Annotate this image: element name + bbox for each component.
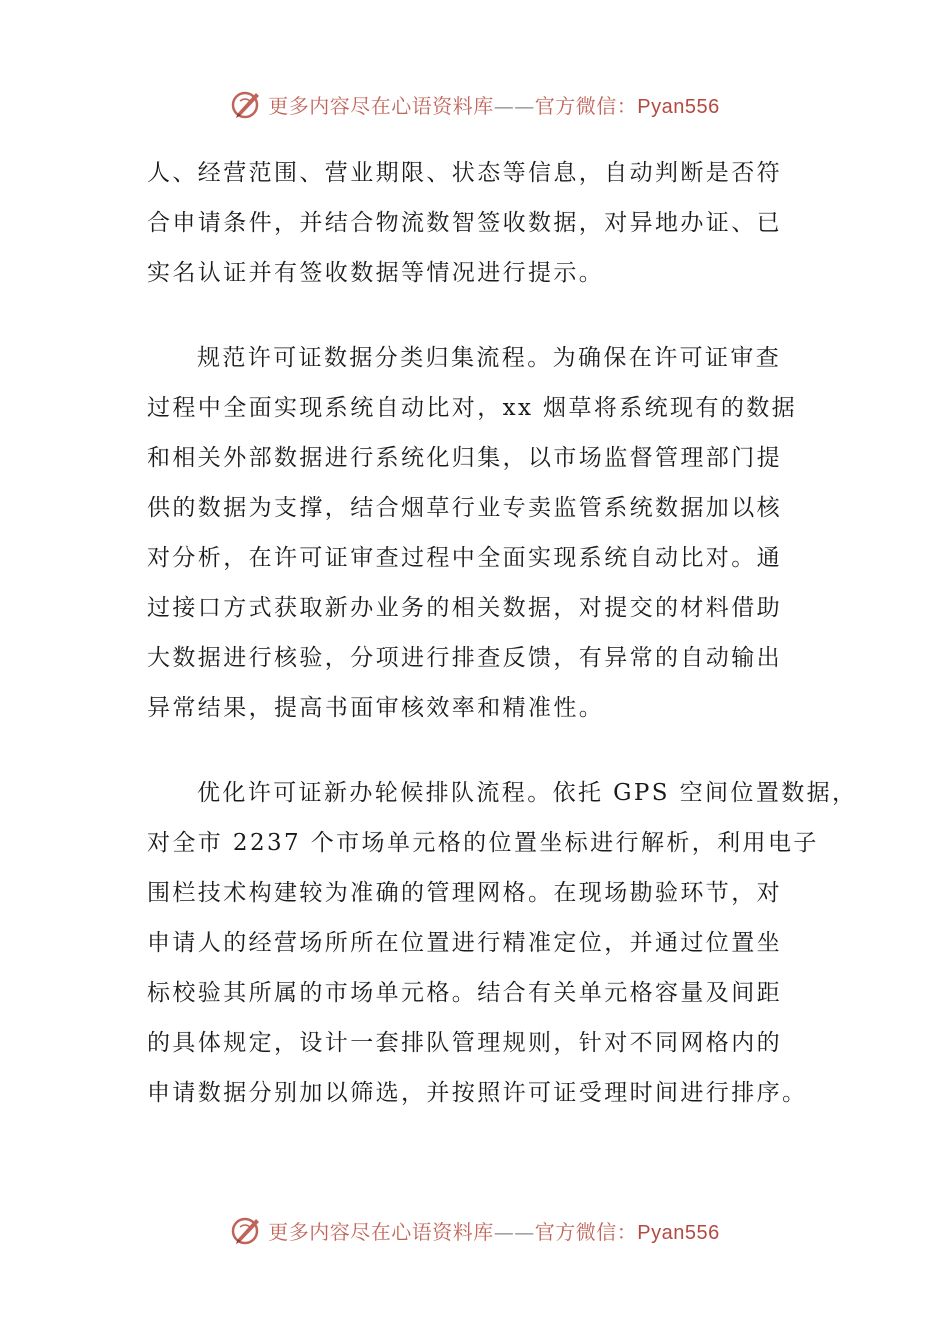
paragraph-gap [147, 298, 837, 333]
text-line: 过程中全面实现系统自动比对，xx 烟草将系统现有的数据 [147, 395, 798, 421]
text-line: 供的数据为支撑，结合烟草行业专卖监管系统数据加以核 [147, 495, 782, 521]
pen-logo-icon [230, 1213, 264, 1247]
header-banner-text [268, 90, 719, 119]
header-banner-sep: —— [493, 93, 535, 118]
text-line: 围栏技术构建较为准确的管理网格。在现场勘验环节，对 [147, 880, 782, 906]
text-line: 规范许可证数据分类归集流程。为确保在许可证审查 [197, 345, 782, 371]
footer-banner-sep: —— [493, 1219, 535, 1244]
text-line: 申请人的经营场所所在位置进行精准定位，并通过位置坐 [147, 930, 782, 956]
text-line: 对分析，在许可证审查过程中全面实现系统自动比对。通 [147, 545, 782, 571]
text-line: 人、经营范围、营业期限、状态等信息，自动判断是否符 [147, 160, 782, 186]
text-line: 大数据进行核验，分项进行排查反馈，有异常的自动输出 [147, 645, 782, 671]
header-banner-wx-label: 官方微信： [534, 93, 638, 118]
text-line: 过接口方式获取新办业务的相关数据，对提交的材料借助 [147, 595, 782, 621]
text-line: 合申请条件，并结合物流数智签收数据，对异地办证、已 [147, 210, 782, 236]
pen-logo-icon [230, 87, 264, 121]
paragraph-1 [147, 148, 837, 298]
text-line: 优化许可证新办轮候排队流程。依托 GPS 空间位置数据， [197, 780, 858, 806]
text-line: 异常结果，提高书面审核效率和精准性。 [147, 695, 605, 721]
footer-banner-main: 更多内容尽在心语资料库 [268, 1219, 494, 1244]
text-line: 标校验其所属的市场单元格。结合有关单元格容量及间距 [147, 980, 782, 1006]
text-line: 和相关外部数据进行系统化归集，以市场监督管理部门提 [147, 445, 782, 471]
paragraph-2 [147, 333, 837, 733]
text-line: 对全市 2237 个市场单元格的位置坐标进行解析，利用电子 [147, 830, 819, 856]
footer-banner [0, 1210, 950, 1250]
footer-banner-wx-id: Pyan556 [637, 1221, 720, 1244]
text-line: 的具体规定，设计一套排队管理规则，针对不同网格内的 [147, 1030, 782, 1056]
paragraph-3 [147, 768, 858, 1118]
header-banner-main: 更多内容尽在心语资料库 [268, 93, 494, 118]
header-banner-wx-id: Pyan556 [637, 95, 720, 118]
paragraph-gap [147, 733, 837, 768]
footer-banner-text [268, 1216, 719, 1245]
footer-banner-wx-label: 官方微信： [534, 1219, 638, 1244]
text-line: 申请数据分别加以筛选，并按照许可证受理时间进行排序。 [147, 1080, 808, 1106]
document-body [147, 148, 858, 1118]
header-banner [0, 84, 950, 124]
text-line: 实名认证并有签收数据等情况进行提示。 [147, 260, 605, 286]
